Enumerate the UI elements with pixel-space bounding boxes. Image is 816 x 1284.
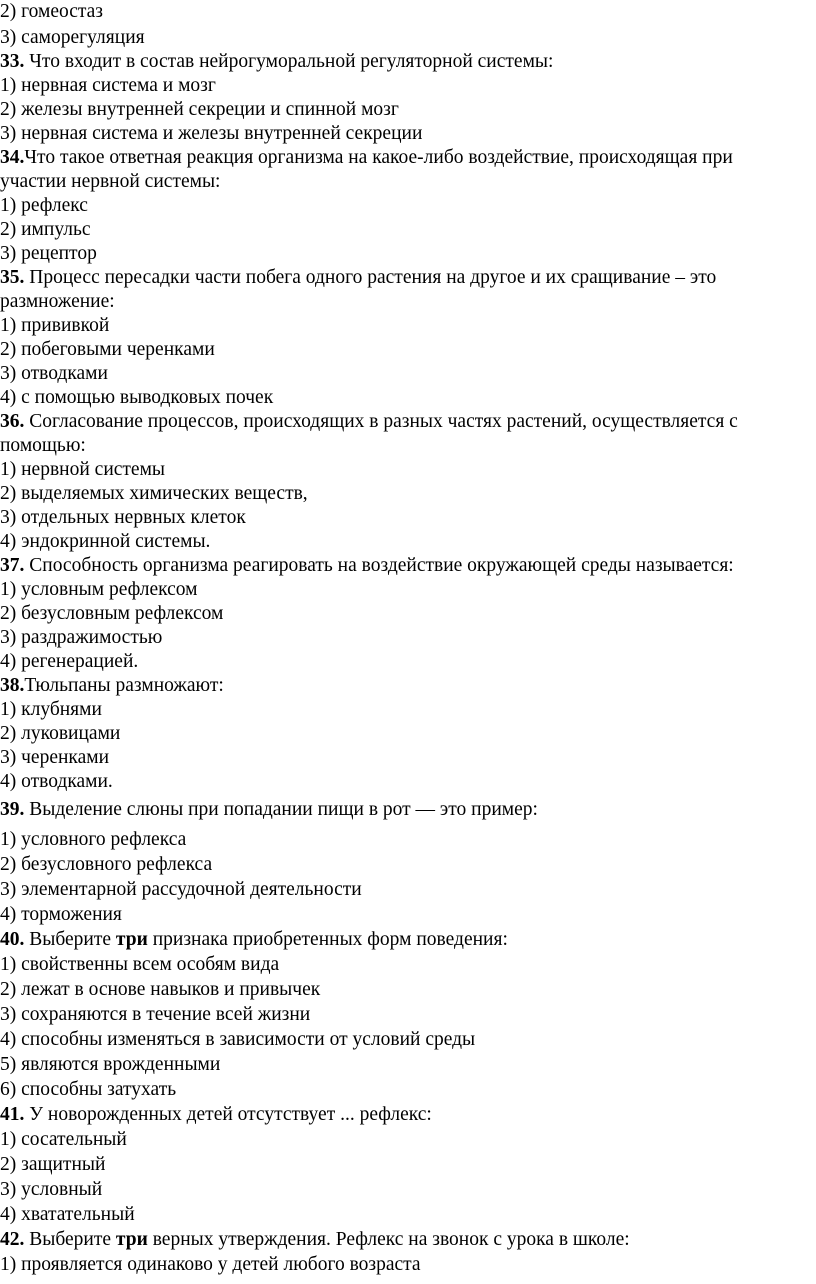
text-line <box>0 903 122 927</box>
text-line <box>0 50 553 74</box>
bold-text: три <box>115 1229 148 1250</box>
text-run: 5) являются врожденными <box>0 1054 221 1075</box>
text-line <box>0 1153 105 1177</box>
text-line <box>0 482 308 506</box>
text-run: 3) черенками <box>0 747 110 768</box>
text-line <box>0 1103 432 1127</box>
text-line <box>0 1228 630 1252</box>
text-run: Выберите <box>24 929 116 950</box>
text-line <box>0 314 109 338</box>
text-run: участии нервной системы: <box>0 171 221 192</box>
text-run: 1) нервная система и мозг <box>0 75 216 96</box>
bold-text: 36. <box>0 411 25 432</box>
text-line <box>0 1203 135 1227</box>
text-run: 1) нервной системы <box>0 459 166 480</box>
text-line <box>0 146 733 170</box>
text-run: 2) выделяемых химических веществ, <box>0 483 308 504</box>
text-run: 3) отдельных нервных клеток <box>0 507 246 528</box>
text-run: 1) проявляется одинаково у детей любого возраста <box>0 1254 421 1275</box>
text-run: 4) торможения <box>0 904 122 925</box>
text-run: 3) рецептор <box>0 243 97 264</box>
text-line <box>0 722 120 746</box>
text-run: 4) регенерацией. <box>0 651 139 672</box>
text-run: 2) лежат в основе навыков и привычек <box>0 979 321 1000</box>
text-run: 1) сосательный <box>0 1129 127 1150</box>
bold-text: 33. <box>0 51 25 72</box>
text-line <box>0 878 362 902</box>
text-line <box>0 506 246 530</box>
text-line <box>0 928 508 952</box>
text-line <box>0 1003 310 1027</box>
text-line <box>0 1053 220 1077</box>
text-line <box>0 170 220 194</box>
text-run: 3) отводками <box>0 363 108 384</box>
bold-text: 40. <box>0 929 25 950</box>
text-line <box>0 650 138 674</box>
text-line <box>0 122 422 146</box>
text-line <box>0 554 734 578</box>
text-line <box>0 746 109 770</box>
text-line <box>0 602 223 626</box>
text-run: Выберите <box>24 1229 116 1250</box>
text-run: 1) условным рефлексом <box>0 579 198 600</box>
text-line <box>0 410 738 434</box>
text-run: 1) рефлекс <box>0 195 88 216</box>
text-run: Что входит в состав нейрогуморальной регуляторной системы: <box>24 51 554 72</box>
text-run: 1) прививкой <box>0 315 110 336</box>
text-run: признака приобретенных форм поведения: <box>147 929 508 950</box>
text-run: Согласование процессов, происходящих в разных частях растений, осуществляется с <box>24 411 738 432</box>
text-run: 1) свойственны всем особям вида <box>0 954 280 975</box>
text-run: Выделение слюны при попадании пищи в рот — это пример: <box>24 799 538 820</box>
bold-text: 39. <box>0 799 25 820</box>
text-run: Способность организма реагировать на воздействие окружающей среды называется: <box>24 555 734 576</box>
text-run: 3) саморегуляция <box>0 27 145 48</box>
text-run: 2) импульс <box>0 219 91 240</box>
text-run: 4) эндокринной системы. <box>0 531 211 552</box>
text-line <box>0 853 212 877</box>
text-line <box>0 674 224 698</box>
text-run: 3) раздражимостью <box>0 627 163 648</box>
text-run: 4) с помощью выводковых почек <box>0 387 274 408</box>
text-line <box>0 1028 475 1052</box>
text-run: Что такое ответная реакция организма на какое-либо воздействие, происходящая при <box>24 147 733 168</box>
text-run: 2) защитный <box>0 1154 106 1175</box>
text-line <box>0 698 102 722</box>
text-run: 6) способны затухать <box>0 1079 177 1100</box>
text-line <box>0 266 716 290</box>
text-line <box>0 828 186 852</box>
text-run: 3) сохраняются в течение всей жизни <box>0 1004 311 1025</box>
text-line <box>0 74 216 98</box>
text-line <box>0 1128 127 1152</box>
text-run: 3) нервная система и железы внутренней секреции <box>0 123 423 144</box>
text-run: У новорожденных детей отсутствует ... рефлекс: <box>24 1104 432 1125</box>
text-line <box>0 194 88 218</box>
bold-text: 37. <box>0 555 25 576</box>
text-line <box>0 578 198 602</box>
text-run: Тюльпаны размножают: <box>24 675 224 696</box>
text-run: Процесс пересадки части побега одного растения на другое и их сращивание – это <box>24 267 717 288</box>
text-run: 2) гомеостаз <box>0 1 104 22</box>
text-line <box>0 26 145 50</box>
bold-text: 42. <box>0 1229 25 1250</box>
text-run: 2) железы внутренней секреции и спинной мозг <box>0 99 399 120</box>
text-line <box>0 1078 176 1102</box>
text-run: размножение: <box>0 291 115 312</box>
text-run: 1) условного рефлекса <box>0 829 187 850</box>
text-line <box>0 770 113 794</box>
text-run: 2) луковицами <box>0 723 121 744</box>
text-line <box>0 1253 421 1277</box>
text-run: 3) условный <box>0 1179 103 1200</box>
text-line <box>0 386 273 410</box>
text-run: помощью: <box>0 435 86 456</box>
text-run: 4) отводками. <box>0 771 113 792</box>
text-run: верных утверждения. Рефлекс на звонок с урока в школе: <box>147 1229 630 1250</box>
text-line <box>0 530 210 554</box>
bold-text: 35. <box>0 267 25 288</box>
text-line <box>0 1178 102 1202</box>
text-line <box>0 98 399 122</box>
bold-text: 34. <box>0 147 25 168</box>
text-line <box>0 458 165 482</box>
text-run: 2) безусловным рефлексом <box>0 603 224 624</box>
text-line <box>0 953 279 977</box>
text-line <box>0 434 86 458</box>
text-run: 4) хватательный <box>0 1204 135 1225</box>
text-run: 2) безусловного рефлекса <box>0 854 213 875</box>
text-line <box>0 0 103 24</box>
bold-text: 41. <box>0 1104 25 1125</box>
text-run: 2) побеговыми черенками <box>0 339 215 360</box>
text-line <box>0 290 115 314</box>
bold-text: три <box>115 929 148 950</box>
text-line <box>0 218 91 242</box>
text-run: 1) клубнями <box>0 699 102 720</box>
text-line <box>0 338 215 362</box>
text-line <box>0 798 538 822</box>
text-line <box>0 626 162 650</box>
text-run: 4) способны изменяться в зависимости от условий среды <box>0 1029 476 1050</box>
bold-text: 38. <box>0 675 25 696</box>
text-line <box>0 242 97 266</box>
text-run: 3) элементарной рассудочной деятельности <box>0 879 362 900</box>
text-line <box>0 978 320 1002</box>
text-line <box>0 362 108 386</box>
